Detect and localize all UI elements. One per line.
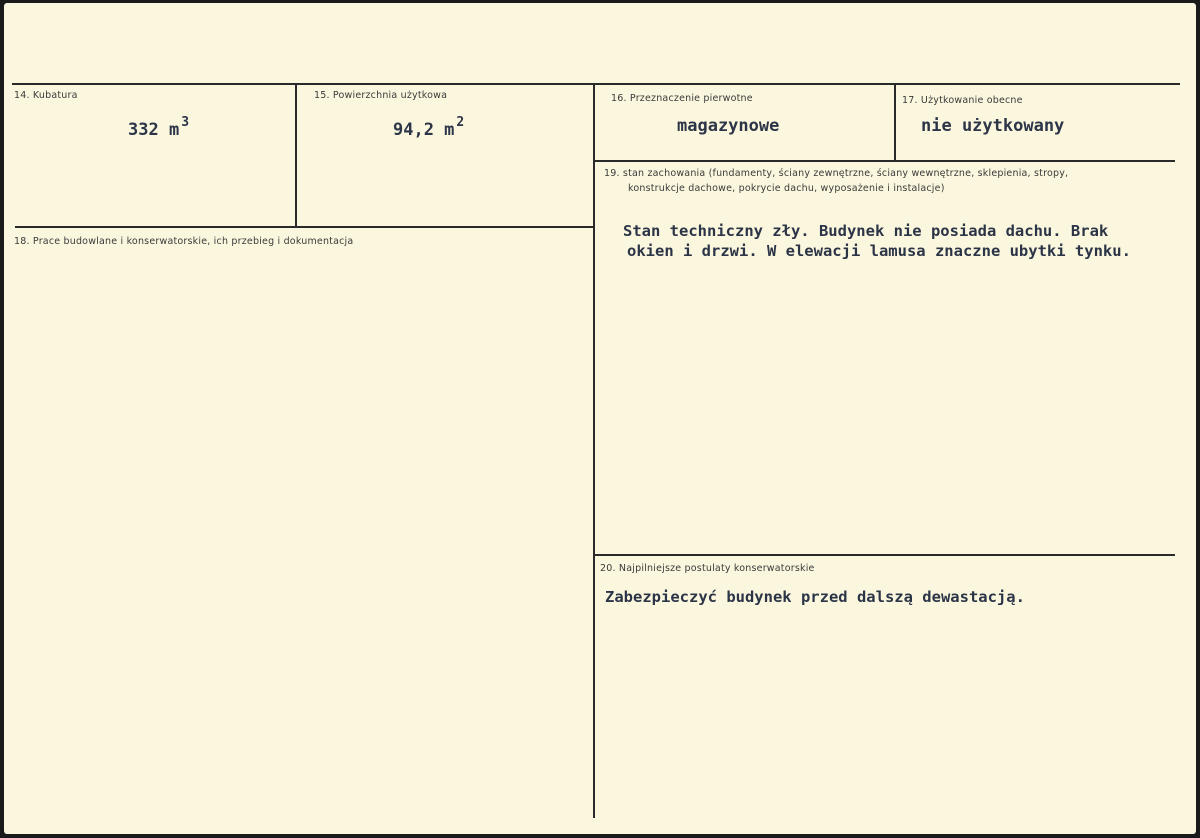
field-20-label: 20. Najpilniejsze postulaty konserwatorskie xyxy=(600,563,815,574)
field-16-label: 16. Przeznaczenie pierwotne xyxy=(611,93,753,104)
rule-above-20 xyxy=(593,554,1175,556)
field-19-text-line2: okien i drzwi. W elewacji lamusa znaczne ubytki tynku. xyxy=(627,242,1131,260)
field-18-label: 18. Prace budowlane i konserwatorskie, ich przebieg i dokumentacja xyxy=(14,236,354,247)
field-16-value: magazynowe xyxy=(677,116,780,136)
field-17-label: 17. Użytkowanie obecne xyxy=(902,95,1023,106)
field-19-text-line1: Stan techniczny zły. Budynek nie posiada dachu. Brak xyxy=(623,222,1109,240)
field-14-value xyxy=(128,115,189,140)
field-17-value: nie użytkowany xyxy=(921,116,1065,136)
kubatura-exponent: 3 xyxy=(181,115,190,130)
center-divider xyxy=(593,85,595,818)
field-15-label: 15. Powierzchnia użytkowa xyxy=(314,90,448,101)
field-14-label: 14. Kubatura xyxy=(14,90,78,101)
field-15-value xyxy=(393,115,464,140)
divider-14-15 xyxy=(295,85,297,228)
area-text: 94,2 m xyxy=(393,120,455,140)
record-card xyxy=(4,3,1196,834)
field-19-label-line1: 19. stan zachowania (fundamenty, ściany zewnętrzne, ściany wewnętrzne, sklepienia, stropy, xyxy=(604,168,1069,179)
top-rule xyxy=(12,83,1180,85)
rule-under-14-15 xyxy=(15,226,595,228)
area-exponent: 2 xyxy=(456,115,465,130)
rule-under-16-17 xyxy=(593,160,1175,162)
field-19-label-line2: konstrukcje dachowe, pokrycie dachu, wyposażenie i instalacje) xyxy=(628,183,945,194)
kubatura-text: 332 m xyxy=(128,120,180,140)
field-20-value: Zabezpieczyć budynek przed dalszą dewastacją. xyxy=(605,588,1025,606)
divider-16-17 xyxy=(894,85,896,161)
